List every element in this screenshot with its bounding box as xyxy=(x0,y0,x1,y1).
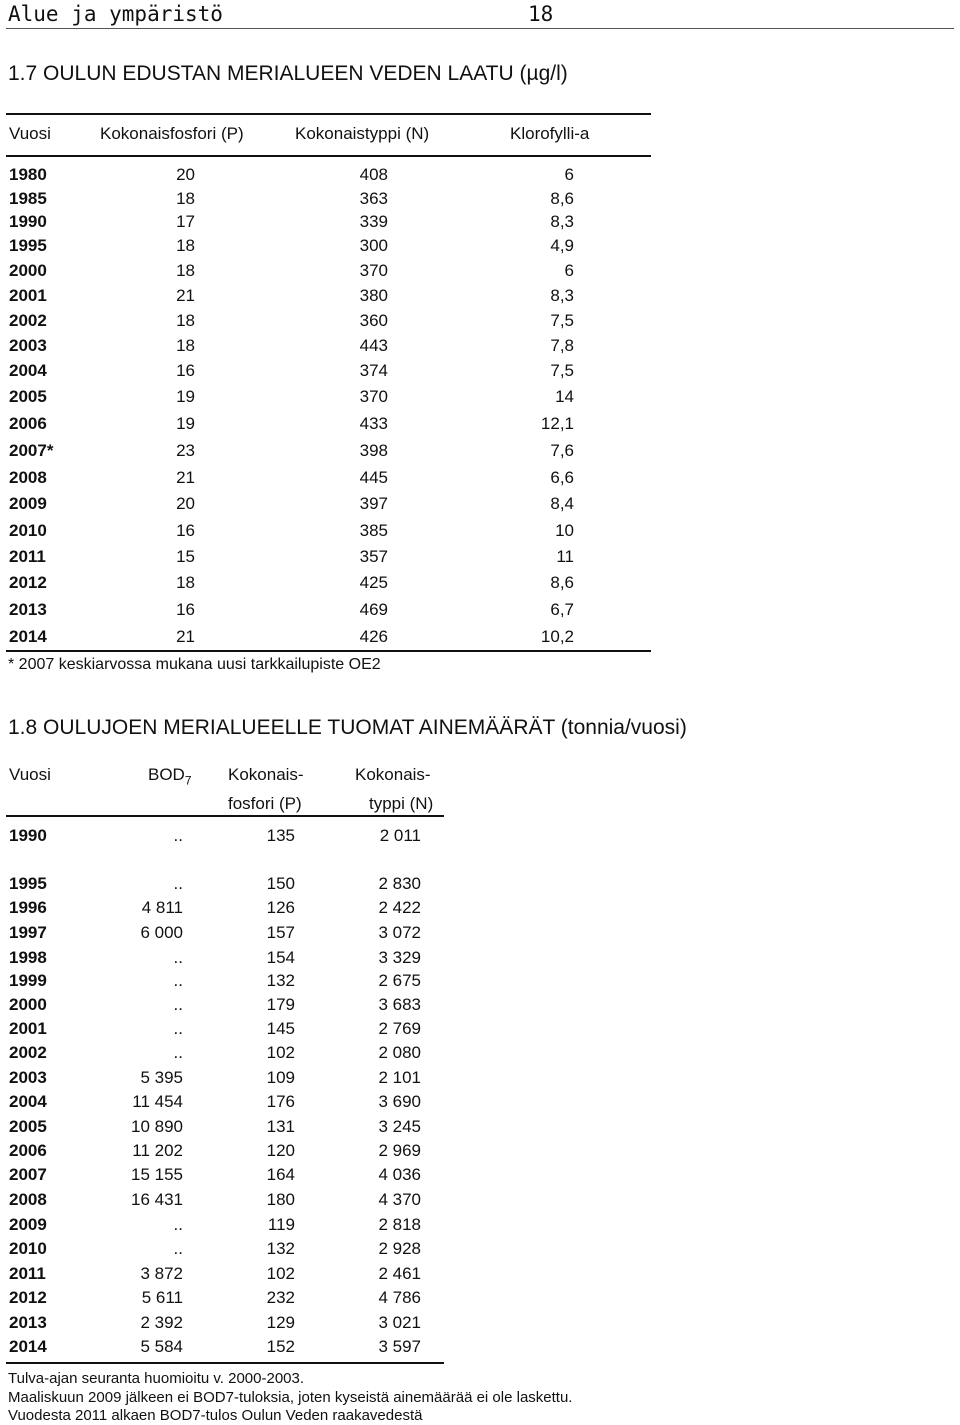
phosphorus-cell: 157 xyxy=(266,923,295,942)
phosphorus-cell: 20 xyxy=(176,494,195,513)
bod-cell: 5 611 xyxy=(141,1288,183,1307)
table-1-8-header-rule xyxy=(6,815,444,817)
table-1-7-header-rule xyxy=(6,155,651,157)
phosphorus-cell: 154 xyxy=(266,948,295,967)
phosphorus-cell: 150 xyxy=(266,874,295,893)
year-cell: 2005 xyxy=(9,1117,47,1136)
chlorophyll-cell: 4,9 xyxy=(550,236,574,255)
year-cell: 1985 xyxy=(9,189,47,208)
year-cell: 2010 xyxy=(9,1239,47,1258)
bod-cell: 16 431 xyxy=(131,1190,183,1209)
chlorophyll-cell: 7,6 xyxy=(550,441,574,460)
phosphorus-cell: 17 xyxy=(176,212,195,231)
col-vuosi: Vuosi xyxy=(9,124,51,143)
nitrogen-cell: 426 xyxy=(359,627,388,646)
year-cell: 1990 xyxy=(9,826,47,845)
nitrogen-cell: 2 818 xyxy=(378,1215,421,1234)
phosphorus-cell: 164 xyxy=(266,1165,295,1184)
chlorophyll-cell: 7,8 xyxy=(550,336,574,355)
year-cell: 2012 xyxy=(9,1288,47,1307)
phosphorus-cell: 16 xyxy=(176,361,195,380)
year-cell: 2001 xyxy=(9,1019,47,1038)
col-vuosi-2: Vuosi xyxy=(9,765,51,784)
year-cell: 1996 xyxy=(9,898,47,917)
bod-cell: 5 584 xyxy=(140,1337,183,1356)
nitrogen-cell: 443 xyxy=(359,336,388,355)
page-header xyxy=(6,0,954,29)
chlorophyll-cell: 11 xyxy=(556,547,574,566)
year-cell: 1999 xyxy=(9,971,47,990)
phosphorus-cell: 18 xyxy=(176,189,195,208)
phosphorus-cell: 179 xyxy=(266,995,295,1014)
year-cell: 2009 xyxy=(9,494,47,513)
year-cell: 2004 xyxy=(9,1092,47,1111)
table-1-7-bottom-rule xyxy=(6,650,651,652)
col-bod: $BOD_7$ xyxy=(148,765,192,788)
nitrogen-cell: 425 xyxy=(359,573,388,592)
chlorophyll-cell: 6 xyxy=(564,165,574,184)
phosphorus-cell: 21 xyxy=(176,286,195,305)
year-cell: 2012 xyxy=(9,573,47,592)
note-2: Maaliskuun 2009 jälkeen ei BOD7-tuloksia, joten kyseistä ainemäärää ei ole laskettu. xyxy=(8,1389,573,1406)
phosphorus-cell: 131 xyxy=(266,1117,295,1136)
chlorophyll-cell: 6 xyxy=(564,261,574,280)
nitrogen-cell: 2 080 xyxy=(378,1043,421,1062)
nitrogen-cell: 3 021 xyxy=(378,1313,421,1332)
year-cell: 2011 xyxy=(9,547,46,566)
table-1-7-footnote: * 2007 keskiarvossa mukana uusi tarkkailupiste OE2 xyxy=(8,656,381,673)
bod-cell: .. xyxy=(173,1239,183,1258)
year-cell: 2014 xyxy=(9,627,47,646)
chlorophyll-cell: 8,3 xyxy=(550,286,574,305)
nitrogen-cell: 2 101 xyxy=(378,1068,421,1087)
year-cell: 1995 xyxy=(9,236,47,255)
note-1: Tulva-ajan seuranta huomioitu v. 2000-2003. xyxy=(8,1370,305,1387)
nitrogen-cell: 2 830 xyxy=(378,874,421,893)
phosphorus-cell: 20 xyxy=(176,165,195,184)
phosphorus-cell: 18 xyxy=(176,573,195,592)
phosphorus-cell: 16 xyxy=(176,521,195,540)
col-kokonaistyppi-2: typpi (N) xyxy=(369,794,434,813)
table-1-7-title: 1.7 OULUN EDUSTAN MERIALUEEN VEDEN LAATU (µg/l) xyxy=(8,62,568,85)
phosphorus-cell: 23 xyxy=(176,441,195,460)
year-cell: 1990 xyxy=(9,212,47,231)
nitrogen-cell: 2 969 xyxy=(378,1141,421,1160)
year-cell: 1997 xyxy=(9,923,47,942)
year-cell: 2003 xyxy=(9,336,47,355)
chlorophyll-cell: 7,5 xyxy=(550,361,574,380)
nitrogen-cell: 370 xyxy=(359,261,388,280)
phosphorus-cell: 102 xyxy=(266,1264,295,1283)
year-cell: 2014 xyxy=(9,1337,47,1356)
nitrogen-cell: 445 xyxy=(359,468,388,487)
bod-cell: .. xyxy=(173,1215,183,1234)
bod-cell: 10 890 xyxy=(131,1117,183,1136)
bod-cell: .. xyxy=(173,826,183,845)
table-1-7-top-rule xyxy=(6,113,651,115)
bod-cell: .. xyxy=(173,1019,183,1038)
nitrogen-cell: 300 xyxy=(359,236,388,255)
phosphorus-cell: 19 xyxy=(176,387,195,406)
year-cell: 1980 xyxy=(9,165,47,184)
phosphorus-cell: 180 xyxy=(266,1190,295,1209)
nitrogen-cell: 469 xyxy=(359,600,388,619)
nitrogen-cell: 433 xyxy=(359,414,388,433)
nitrogen-cell: 385 xyxy=(359,521,388,540)
nitrogen-cell: 360 xyxy=(359,311,388,330)
bod-cell: .. xyxy=(173,948,183,967)
nitrogen-cell: 3 245 xyxy=(378,1117,421,1136)
phosphorus-cell: 18 xyxy=(176,336,195,355)
section-name: Alue ja ympäristö xyxy=(8,2,223,26)
note-3: Vuodesta 2011 alkaen BOD7-tulos Oulun Veden raakavedestä xyxy=(8,1407,423,1424)
year-cell: 2000 xyxy=(9,261,47,280)
phosphorus-cell: 126 xyxy=(266,898,295,917)
year-cell: 2004 xyxy=(9,361,47,380)
col-kokonaistyppi-1: Kokonais- xyxy=(355,765,431,784)
year-cell: 2008 xyxy=(9,1190,47,1209)
year-cell: 2000 xyxy=(9,995,47,1014)
phosphorus-cell: 132 xyxy=(266,1239,295,1258)
phosphorus-cell: 21 xyxy=(176,468,195,487)
chlorophyll-cell: 8,6 xyxy=(550,573,574,592)
chlorophyll-cell: 8,4 xyxy=(550,494,574,513)
bod-cell: 2 392 xyxy=(140,1313,183,1332)
nitrogen-cell: 380 xyxy=(359,286,388,305)
phosphorus-cell: 135 xyxy=(266,826,295,845)
nitrogen-cell: 3 329 xyxy=(378,948,421,967)
chlorophyll-cell: 10,2 xyxy=(540,627,574,646)
bod-cell: 11 454 xyxy=(132,1092,183,1111)
phosphorus-cell: 120 xyxy=(266,1141,295,1160)
page-number: 18 xyxy=(528,2,554,26)
nitrogen-cell: 3 690 xyxy=(378,1092,421,1111)
nitrogen-cell: 2 011 xyxy=(379,826,421,845)
phosphorus-cell: 18 xyxy=(176,311,195,330)
nitrogen-cell: 3 597 xyxy=(378,1337,421,1356)
year-cell: 2005 xyxy=(9,387,47,406)
nitrogen-cell: 3 072 xyxy=(378,923,421,942)
bod-cell: .. xyxy=(173,995,183,1014)
chlorophyll-cell: 8,6 xyxy=(550,189,574,208)
phosphorus-cell: 132 xyxy=(266,971,295,990)
phosphorus-cell: 232 xyxy=(266,1288,295,1307)
bod-cell: 4 811 xyxy=(141,898,183,917)
nitrogen-cell: 4 036 xyxy=(378,1165,421,1184)
table-1-8-title: 1.8 OULUJOEN MERIALUEELLE TUOMAT AINEMÄÄRÄT (tonnia/vuosi) xyxy=(8,716,687,739)
nitrogen-cell: 339 xyxy=(359,212,388,231)
phosphorus-cell: 21 xyxy=(176,627,195,646)
phosphorus-cell: 19 xyxy=(176,414,195,433)
nitrogen-cell: 408 xyxy=(359,165,388,184)
phosphorus-cell: 145 xyxy=(266,1019,295,1038)
year-cell: 2008 xyxy=(9,468,47,487)
nitrogen-cell: 2 928 xyxy=(378,1239,421,1258)
chlorophyll-cell: 12,1 xyxy=(540,414,574,433)
nitrogen-cell: 370 xyxy=(359,387,388,406)
phosphorus-cell: 119 xyxy=(267,1215,295,1234)
bod-cell: .. xyxy=(173,874,183,893)
year-cell: 2002 xyxy=(9,1043,47,1062)
bod-cell: 3 872 xyxy=(140,1264,183,1283)
phosphorus-cell: 129 xyxy=(266,1313,295,1332)
year-cell: 2002 xyxy=(9,311,47,330)
year-cell: 2001 xyxy=(9,286,47,305)
nitrogen-cell: 374 xyxy=(359,361,388,380)
chlorophyll-cell: 10 xyxy=(555,521,574,540)
chlorophyll-cell: 7,5 xyxy=(550,311,574,330)
year-cell: 2011 xyxy=(9,1264,46,1283)
chlorophyll-cell: 6,7 xyxy=(550,600,574,619)
phosphorus-cell: 109 xyxy=(266,1068,295,1087)
phosphorus-cell: 102 xyxy=(266,1043,295,1062)
year-cell: 2013 xyxy=(9,600,47,619)
year-cell: 1995 xyxy=(9,874,47,893)
chlorophyll-cell: 14 xyxy=(555,387,574,406)
phosphorus-cell: 18 xyxy=(176,236,195,255)
phosphorus-cell: 15 xyxy=(176,547,195,566)
col-kokonaistyppi: Kokonaistyppi (N) xyxy=(295,124,430,143)
nitrogen-cell: 363 xyxy=(359,189,388,208)
nitrogen-cell: 398 xyxy=(359,441,388,460)
col-kokonaisfosfori-2: fosfori (P) xyxy=(228,794,302,813)
bod-cell: 11 202 xyxy=(132,1141,183,1160)
bod-cell: .. xyxy=(173,971,183,990)
nitrogen-cell: 2 769 xyxy=(378,1019,421,1038)
bod-cell: 5 395 xyxy=(140,1068,183,1087)
phosphorus-cell: 176 xyxy=(266,1092,295,1111)
col-kokonaisfosfori-1: Kokonais- xyxy=(228,765,304,784)
year-cell: 2007* xyxy=(9,441,54,460)
nitrogen-cell: 2 422 xyxy=(378,898,421,917)
year-cell: 2009 xyxy=(9,1215,47,1234)
bod-cell: 6 000 xyxy=(140,923,183,942)
bod-cell: .. xyxy=(173,1043,183,1062)
chlorophyll-cell: 6,6 xyxy=(550,468,574,487)
year-cell: 2010 xyxy=(9,521,47,540)
nitrogen-cell: 357 xyxy=(359,547,388,566)
nitrogen-cell: 3 683 xyxy=(378,995,421,1014)
year-cell: 2003 xyxy=(9,1068,47,1087)
nitrogen-cell: 397 xyxy=(359,494,388,513)
phosphorus-cell: 18 xyxy=(176,261,195,280)
year-cell: 2013 xyxy=(9,1313,47,1332)
nitrogen-cell: 4 786 xyxy=(378,1288,421,1307)
phosphorus-cell: 16 xyxy=(176,600,195,619)
year-cell: 2006 xyxy=(9,414,47,433)
year-cell: 2007 xyxy=(9,1165,47,1184)
year-cell: 1998 xyxy=(9,948,47,967)
chlorophyll-cell: 8,3 xyxy=(550,212,574,231)
col-klorofylli: Klorofylli-a xyxy=(510,124,590,143)
nitrogen-cell: 4 370 xyxy=(378,1190,421,1209)
table-1-8-bottom-rule xyxy=(6,1362,444,1364)
year-cell: 2006 xyxy=(9,1141,47,1160)
nitrogen-cell: 2 461 xyxy=(378,1264,421,1283)
nitrogen-cell: 2 675 xyxy=(378,971,421,990)
col-kokonaisfosfori: Kokonaisfosfori (P) xyxy=(100,124,244,143)
phosphorus-cell: 152 xyxy=(266,1337,295,1356)
bod-cell: 15 155 xyxy=(131,1165,183,1184)
